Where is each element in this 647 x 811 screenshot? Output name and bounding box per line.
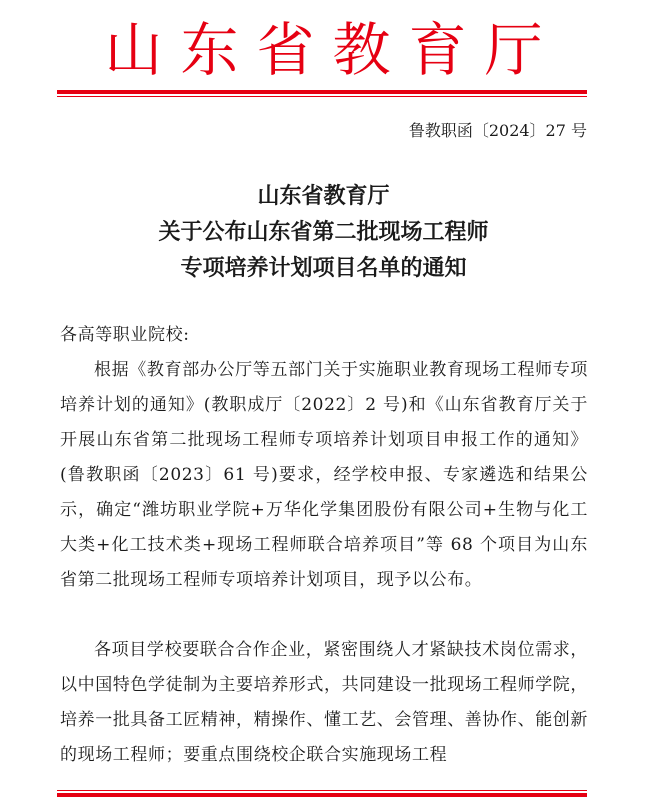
paragraph-2: 各项目学校要联合合作企业，紧密围绕人才紧缺技术岗位需求，以中国特色学徒制为主要培养形式，共同建设一批现场工程师学院，培养一批具备工匠精神，精操作、懂工艺、会管理、善协作、能创新的现场工程师；要重点围绕校企联合实施现场工程 [60,640,588,765]
salutation: 各高等职业院校: [60,325,190,345]
document-title-line-3: 专项培养计划项目名单的通知 [180,255,467,281]
header-rule-thin [57,96,587,97]
agency-header: 山东省教育厅 [104,16,561,84]
document-title-line-1: 山东省教育厅 [257,183,390,209]
footer-rule-thin [57,790,587,791]
footer-rule-thick [57,793,587,797]
document-number: 鲁教职函〔2024〕27 号 [408,121,587,140]
document-title-line-2: 关于公布山东省第二批现场工程师 [158,219,489,245]
paragraph-1: 根据《教育部办公厅等五部门关于实施职业教育现场工程师专项培养计划的通知》(教职成厅〔2022〕2 号)和《山东省教育厅关于开展山东省第二批现场工程师专项培养计划项目申报工作的通知》(鲁教职函〔2023〕61 号)要求，经学校申报、专家遴选和结果公示，确定“潍坊职业学院+万华化学集团股份有限公司+生物与化工大类+化工技术类+现场工程师联合培养项目”等 68 个项目为山东省第二批现场工程师专项培养计划项目，现予以公布。 [60,360,588,590]
header-rule-thick [57,90,587,94]
